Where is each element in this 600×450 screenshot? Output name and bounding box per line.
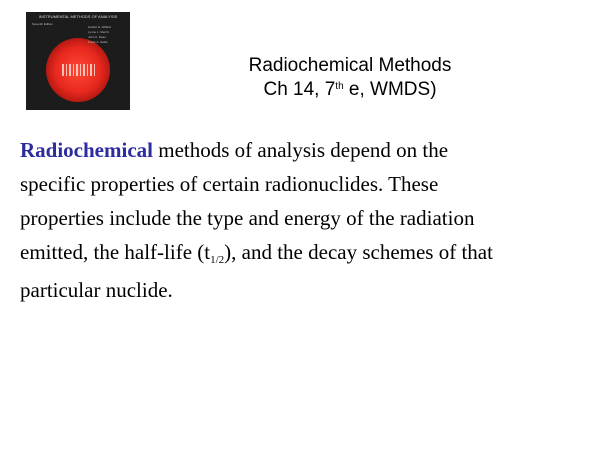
book-cover-image: [26, 12, 130, 110]
body-line-1: [20, 133, 590, 167]
book-cover-edition: Seventh Edition: [32, 22, 54, 26]
title-edition-rest: e, WMDS): [343, 79, 437, 100]
book-cover-authors: [88, 25, 124, 45]
slide-title-line-1: Radiochemical Methods: [248, 55, 452, 76]
title-superscript: th: [335, 81, 344, 92]
book-author: Hobart H. Willard: [88, 25, 111, 29]
half-life-subscript: 1/2: [210, 254, 225, 266]
slide-title: [200, 54, 500, 102]
body-line-3: properties include the type and energy of the radiation: [20, 206, 475, 230]
book-author: John A. Dean: [88, 35, 107, 39]
book-author: Lynne L. Merritt: [88, 30, 109, 34]
book-cover-title: INSTRUMENTAL METHODS OF ANALYSIS: [38, 14, 118, 19]
body-line-4: [20, 235, 590, 269]
body-line-1-text: methods of analysis depend on the: [152, 138, 449, 162]
title-chapter: Ch 14, 7: [263, 79, 336, 100]
body-line-4-start: emitted, the half-life (t: [20, 240, 211, 264]
slide-title-line-2: [200, 78, 500, 102]
body-line-2: specific properties of certain radionuclides. These: [20, 172, 439, 196]
body-line-4-end: ), and the decay schemes of that: [224, 240, 493, 264]
emphasized-term: Radiochemical: [20, 138, 153, 162]
body-line-5: particular nuclide.: [20, 278, 173, 302]
body-paragraph: [20, 133, 590, 307]
book-author: Frank A. Settle: [88, 40, 108, 44]
